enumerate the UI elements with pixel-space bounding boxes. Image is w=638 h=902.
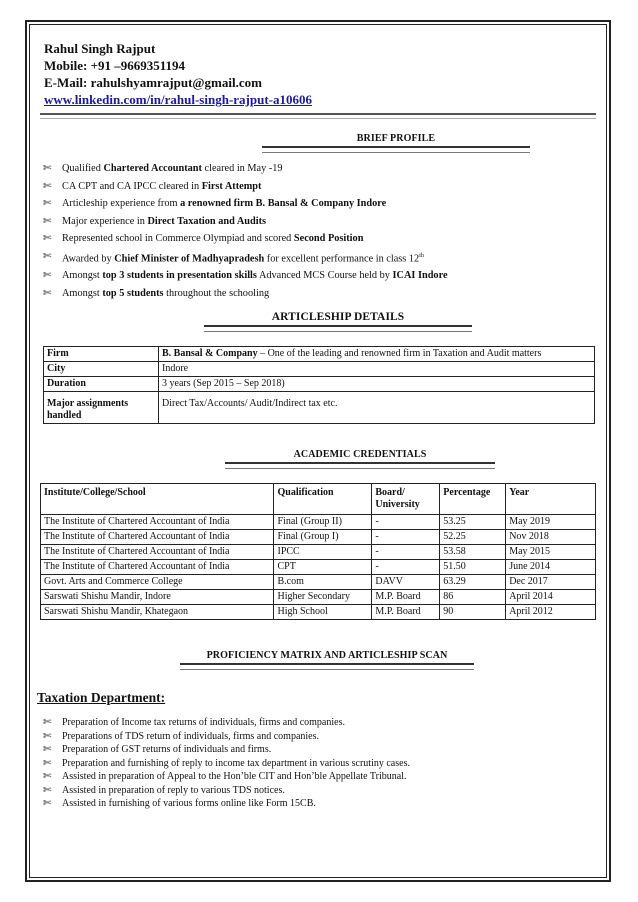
profile-title: BRIEF PROFILE: [356, 133, 436, 144]
bullet-icon: ✄: [43, 730, 52, 742]
academic-cell: April 2012: [506, 605, 596, 620]
bullet-icon: ✄: [43, 771, 52, 783]
profile-text: Awarded by: [62, 252, 115, 264]
academic-row: [41, 560, 596, 575]
bullet-icon: ✄: [43, 717, 52, 729]
academic-row: [41, 530, 596, 545]
profile-text: Qualified: [62, 163, 104, 174]
academic-cell: 51.50: [440, 560, 506, 575]
proficiency-list: [40, 716, 596, 811]
articleship-row: [44, 377, 595, 392]
academic-cell: The Institute of Chartered Accountant of India: [41, 530, 274, 545]
articleship-row: [44, 362, 595, 377]
profile-bold-text: First Attempt: [201, 180, 262, 192]
proficiency-item: [40, 757, 596, 771]
academic-row: [41, 590, 596, 605]
academic-cell: Sarswati Shishu Mandir, Indore: [41, 590, 274, 605]
articleship-key: Duration: [44, 377, 159, 392]
academic-cell: Higher Secondary: [274, 590, 372, 605]
academic-section: [40, 449, 596, 620]
academic-cell: M.P. Board: [372, 590, 440, 605]
proficiency-text: Preparation of Income tax returns of individuals, firms and companies.: [62, 717, 345, 729]
academic-cell: The Institute of Chartered Accountant of India: [41, 515, 274, 530]
academic-cell: The Institute of Chartered Accountant of India: [41, 545, 274, 560]
academic-row: [41, 545, 596, 560]
academic-cell: Final (Group I): [274, 530, 372, 545]
profile-text: Articleship experience from: [62, 198, 181, 209]
academic-cell: Dec 2017: [506, 575, 596, 590]
academic-cell: May 2015: [506, 545, 596, 560]
academic-cell: Nov 2018: [506, 530, 596, 545]
academic-cell: DAVV: [372, 575, 440, 590]
profile-bold-text: Chartered Accountant: [103, 163, 202, 174]
bullet-icon: ✄: [43, 180, 52, 192]
academic-row: [41, 575, 596, 590]
articleship-value-text: 3 years (Sep 2015 – Sep 2018): [162, 378, 285, 390]
profile-title-rule: [262, 146, 530, 153]
articleship-value: [159, 347, 595, 362]
articleship-value-text: Direct Tax/Accounts/ Audit/Indirect tax etc.: [162, 398, 338, 410]
academic-cell: 90: [440, 605, 506, 620]
proficiency-item: [40, 784, 596, 798]
academic-cell: -: [372, 560, 440, 575]
bullet-icon: ✄: [43, 287, 52, 299]
proficiency-text: Assisted in preparation of reply to various TDS notices.: [62, 784, 285, 796]
articleship-section: [40, 311, 596, 424]
academic-header-cell: Qualification: [274, 484, 372, 515]
academic-table: [40, 483, 596, 620]
email-address: E-Mail: rahulshyamrajput@gmail.com: [44, 75, 262, 90]
academic-title: ACADEMIC CREDENTIALS: [293, 449, 427, 461]
bullet-icon: ✄: [43, 757, 52, 769]
academic-cell: M.P. Board: [372, 605, 440, 620]
mobile-number: Mobile: +91 –9669351194: [44, 58, 186, 73]
academic-cell: May 2019: [506, 515, 596, 530]
bullet-icon: ✄: [43, 744, 52, 756]
profile-bold-text: top 5 students: [102, 287, 164, 299]
proficiency-item: [40, 770, 596, 784]
academic-header-cell: Institute/College/School: [41, 484, 274, 515]
academic-cell: Govt. Arts and Commerce College: [41, 575, 274, 590]
profile-text: Represented school in Commerce Olympiad and scored: [62, 233, 294, 244]
academic-cell: The Institute of Chartered Accountant of India: [41, 560, 274, 575]
profile-text: for excellent performance in class 12: [264, 252, 420, 264]
proficiency-item: [40, 797, 596, 811]
taxation-heading: Taxation Department:: [37, 690, 166, 706]
articleship-key: Firm: [44, 347, 159, 362]
profile-bold-text: top 3 students in presentation skills: [102, 270, 257, 282]
proficiency-text: Assisted in preparation of Appeal to the Hon’ble CIT and Hon’ble Appellate Tribunal.: [62, 771, 407, 783]
bullet-icon: ✄: [43, 163, 52, 174]
profile-text: CA CPT and CA IPCC cleared in: [62, 180, 202, 192]
articleship-title: ARTICLESHIP DETAILS: [271, 311, 405, 324]
articleship-row: [44, 347, 595, 362]
articleship-value: [159, 377, 595, 392]
proficiency-item: [40, 743, 596, 757]
academic-row: [41, 515, 596, 530]
articleship-value: [159, 362, 595, 377]
profile-bold-text: a renowned firm B. Bansal & Company Indore: [180, 198, 387, 209]
proficiency-text: Assisted in furnishing of various forms online like Form 15CB.: [62, 798, 316, 810]
profile-list: [40, 160, 596, 302]
profile-sup: th: [419, 252, 424, 259]
bullet-icon: ✄: [43, 233, 52, 244]
proficiency-text: Preparation of GST returns of individuals and firms.: [62, 744, 272, 756]
profile-bold-text: ICAI Indore: [392, 270, 448, 282]
bullet-icon: ✄: [43, 798, 52, 810]
profile-text: Amongst: [62, 287, 103, 299]
profile-text: Amongst: [62, 270, 103, 282]
articleship-value-text: – One of the leading and renowned firm in Taxation and Audit matters: [257, 348, 542, 360]
academic-row: [41, 605, 596, 620]
bullet-icon: ✄: [43, 198, 52, 209]
academic-header-cell: Year: [506, 484, 596, 515]
academic-cell: Sarswati Shishu Mandir, Khategaon: [41, 605, 274, 620]
bullet-icon: ✄: [43, 784, 52, 796]
profile-section: [40, 133, 596, 302]
academic-cell: 86: [440, 590, 506, 605]
academic-cell: -: [372, 530, 440, 545]
linkedin-link[interactable]: www.linkedin.com/in/rahul-singh-rajput-a10606: [44, 92, 312, 107]
proficiency-section: [37, 650, 596, 811]
profile-item: [40, 160, 596, 178]
academic-cell: April 2014: [506, 590, 596, 605]
academic-cell: 63.29: [440, 575, 506, 590]
academic-cell: IPCC: [274, 545, 372, 560]
header-divider: [40, 113, 596, 119]
articleship-title-rule: [204, 325, 472, 332]
academic-title-rule: [225, 462, 495, 469]
articleship-row: [44, 392, 595, 424]
academic-cell: High School: [274, 605, 372, 620]
profile-text: Advanced MCS Course held by: [256, 270, 393, 282]
academic-header-cell: Percentage: [440, 484, 506, 515]
articleship-value-bold: B. Bansal & Company: [162, 348, 258, 360]
bullet-icon: ✄: [43, 215, 52, 227]
academic-cell: B.com: [274, 575, 372, 590]
profile-bold-text: Chief Minister of Madhyapradesh: [114, 252, 265, 264]
profile-bold-text: Second Position: [293, 233, 364, 244]
profile-bold-text: Direct Taxation and Audits: [147, 215, 267, 227]
header: [44, 40, 596, 108]
bullet-icon: ✄: [43, 250, 52, 262]
profile-item: [40, 248, 596, 268]
profile-item: [40, 267, 596, 285]
profile-item: [40, 285, 596, 303]
proficiency-title-rule: [180, 663, 474, 670]
profile-text: Major experience in: [62, 215, 148, 227]
bullet-icon: ✄: [43, 270, 52, 282]
profile-item: [40, 195, 596, 213]
resume-content: [37, 40, 596, 811]
candidate-name: Rahul Singh Rajput: [44, 41, 156, 56]
articleship-key: City: [44, 362, 159, 377]
articleship-table: [43, 346, 595, 424]
profile-item: [40, 230, 596, 248]
articleship-key: Major assignments handled: [44, 392, 159, 424]
academic-cell: 53.58: [440, 545, 506, 560]
profile-text: throughout the schooling: [163, 287, 270, 299]
academic-cell: June 2014: [506, 560, 596, 575]
academic-cell: Final (Group II): [274, 515, 372, 530]
profile-item: [40, 213, 596, 231]
academic-cell: 52.25: [440, 530, 506, 545]
academic-cell: CPT: [274, 560, 372, 575]
academic-cell: 53.25: [440, 515, 506, 530]
articleship-value-text: Indore: [162, 363, 189, 375]
profile-text: cleared in May -19: [201, 163, 283, 174]
academic-cell: -: [372, 515, 440, 530]
academic-header-cell: Board/ University: [372, 484, 440, 515]
academic-cell: -: [372, 545, 440, 560]
articleship-value: [159, 392, 595, 424]
proficiency-item: [40, 716, 596, 730]
proficiency-text: Preparations of TDS return of individuals, firms and companies.: [62, 730, 319, 742]
proficiency-item: [40, 730, 596, 744]
profile-item: [40, 178, 596, 196]
proficiency-title: PROFICIENCY MATRIX AND ARTICLESHIP SCAN: [206, 650, 448, 662]
proficiency-text: Preparation and furnishing of reply to income tax department in various scrutiny cases.: [62, 757, 410, 769]
